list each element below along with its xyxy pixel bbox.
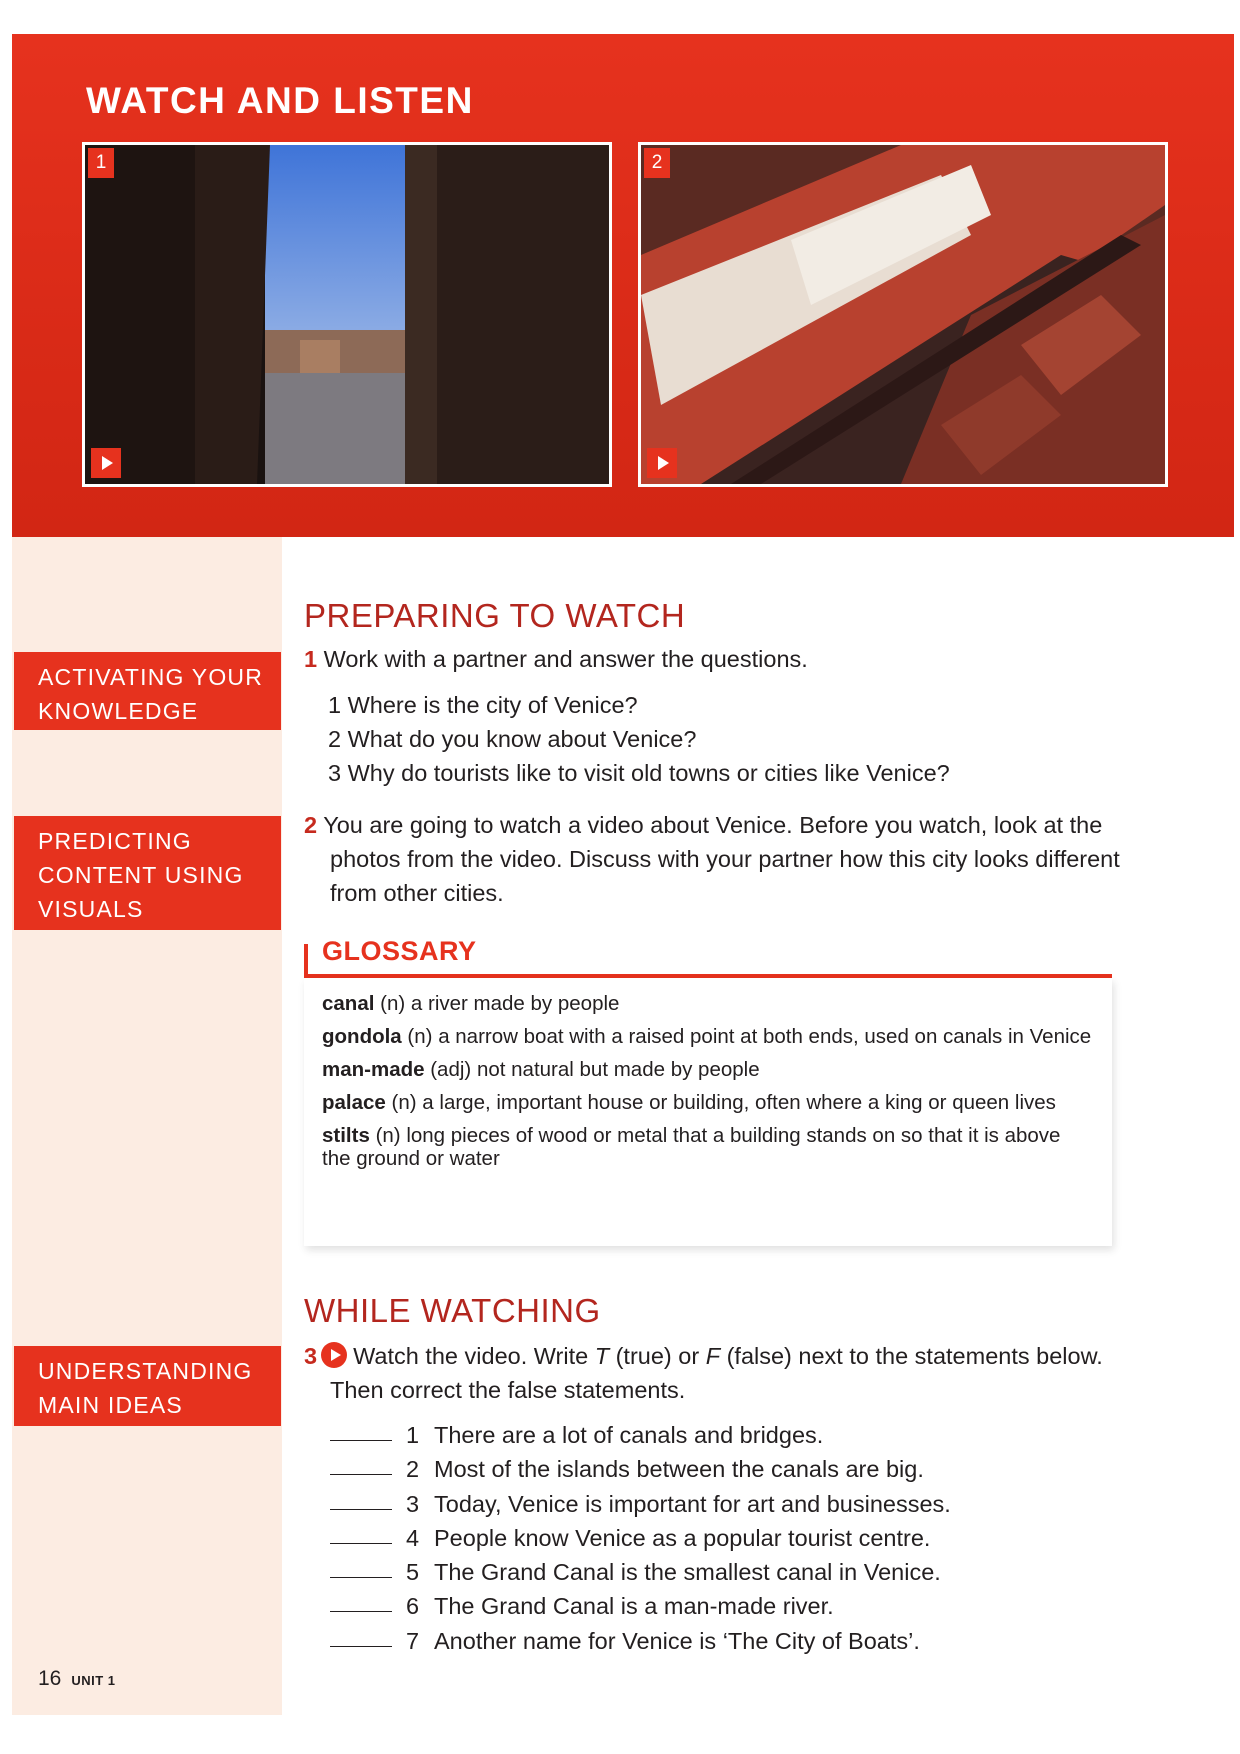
skill-label-predicting-content bbox=[14, 816, 281, 930]
list-item bbox=[330, 1521, 951, 1555]
true-false-list bbox=[330, 1418, 951, 1658]
item-number: 7 bbox=[406, 1627, 420, 1654]
item-text: The Grand Canal is the smallest canal in Venice. bbox=[434, 1559, 941, 1586]
venice-aerial-photo bbox=[641, 145, 1165, 484]
item-text: Why do tourists like to visit old towns or cities like Venice? bbox=[347, 760, 950, 786]
item-number: 1 bbox=[406, 1422, 420, 1448]
play-icon[interactable] bbox=[91, 448, 121, 478]
task-number: 1 bbox=[304, 646, 318, 672]
item-number: 1 bbox=[328, 692, 342, 718]
answer-blank[interactable] bbox=[330, 1440, 392, 1441]
part-of-speech: (n) bbox=[391, 1091, 417, 1114]
glossary-title: GLOSSARY bbox=[322, 936, 477, 966]
video-number: 2 bbox=[644, 148, 670, 178]
list-item bbox=[328, 722, 950, 756]
task-instruction: You are going to watch a video about Venice. Before you watch, look at the photos from the video. Discuss with your partner how this city looks different from other cities. bbox=[323, 812, 1120, 906]
part-of-speech: (n) bbox=[375, 1124, 401, 1147]
part-of-speech: (n) bbox=[407, 1025, 433, 1048]
glossary-entry bbox=[322, 1025, 1094, 1048]
skill-label-activating-knowledge bbox=[14, 652, 281, 730]
answer-blank[interactable] bbox=[330, 1543, 392, 1544]
glossary-accent-bar bbox=[304, 944, 308, 978]
item-number: 5 bbox=[406, 1559, 420, 1586]
page-title: WATCH AND LISTEN bbox=[86, 80, 474, 121]
glossary-entry bbox=[322, 1091, 1094, 1114]
skill-label-understanding-main-ideas bbox=[14, 1346, 281, 1426]
answer-blank[interactable] bbox=[330, 1509, 392, 1510]
item-number: 2 bbox=[406, 1456, 420, 1483]
item-number: 6 bbox=[406, 1593, 420, 1620]
item-text: What do you know about Venice? bbox=[347, 726, 697, 752]
skill-label-line: PREDICTING bbox=[38, 828, 192, 854]
venice-alley-photo bbox=[85, 145, 609, 484]
question-list bbox=[328, 688, 950, 790]
glossary-entry bbox=[322, 1124, 1094, 1170]
list-item bbox=[330, 1418, 951, 1452]
answer-blank[interactable] bbox=[330, 1611, 392, 1612]
task-instruction: (false) next to the statements below. Then correct the false statements. bbox=[330, 1343, 1103, 1403]
glossary-definition: long pieces of wood or metal that a building stands on so that it is above the ground or water bbox=[322, 1124, 1061, 1170]
glossary-word: gondola bbox=[322, 1025, 402, 1048]
answer-blank[interactable] bbox=[330, 1577, 392, 1578]
list-item bbox=[330, 1452, 951, 1486]
skill-label-line: CONTENT USING bbox=[38, 862, 244, 888]
section-heading-preparing: PREPARING TO WATCH bbox=[304, 597, 686, 634]
item-text: Most of the islands between the canals are big. bbox=[434, 1456, 924, 1483]
play-icon[interactable] bbox=[647, 448, 677, 478]
glossary-word: stilts bbox=[322, 1124, 370, 1147]
part-of-speech: (adj) bbox=[430, 1058, 472, 1081]
glossary-entry bbox=[322, 992, 1094, 1015]
skill-label-line: MAIN IDEAS bbox=[38, 1392, 183, 1418]
item-text: Another name for Venice is ‘The City of Boats’. bbox=[434, 1627, 920, 1654]
task-instruction: (true) or bbox=[609, 1343, 706, 1369]
page-number: 16 bbox=[38, 1667, 62, 1690]
task-1 bbox=[304, 642, 1114, 676]
item-text: Today, Venice is important for art and businesses. bbox=[434, 1490, 951, 1517]
item-number: 3 bbox=[406, 1490, 420, 1517]
answer-blank[interactable] bbox=[330, 1474, 392, 1475]
task-2 bbox=[304, 808, 1140, 910]
glossary-word: man-made bbox=[322, 1058, 425, 1081]
glossary-definition: a river made by people bbox=[410, 992, 620, 1015]
glossary-entry bbox=[322, 1058, 1094, 1081]
item-text: There are a lot of canals and bridges. bbox=[434, 1422, 824, 1448]
list-item bbox=[330, 1487, 951, 1521]
task-instruction: Work with a partner and answer the questions. bbox=[323, 646, 808, 672]
list-item bbox=[330, 1555, 951, 1589]
unit-label: UNIT 1 bbox=[71, 1673, 116, 1688]
task-3 bbox=[304, 1339, 1140, 1407]
video-thumbnail-1[interactable] bbox=[82, 142, 612, 487]
item-number: 2 bbox=[328, 726, 342, 752]
task-number: 3 bbox=[304, 1343, 318, 1369]
item-text: Where is the city of Venice? bbox=[347, 692, 638, 718]
glossary-word: canal bbox=[322, 992, 375, 1015]
false-letter: F bbox=[705, 1343, 721, 1369]
skill-label-line: UNDERSTANDING bbox=[38, 1358, 253, 1384]
glossary-definition: a narrow boat with a raised point at both ends, used on canals in Venice bbox=[438, 1025, 1092, 1048]
item-number: 4 bbox=[406, 1524, 420, 1551]
skill-label-line: ACTIVATING YOUR bbox=[38, 664, 264, 690]
video-number: 1 bbox=[88, 148, 114, 178]
item-text: The Grand Canal is a man-made river. bbox=[434, 1593, 834, 1620]
list-item bbox=[328, 756, 950, 790]
section-heading-while-watching: WHILE WATCHING bbox=[304, 1292, 601, 1329]
part-of-speech: (n) bbox=[380, 992, 406, 1015]
task-instruction: Watch the video. Write bbox=[353, 1343, 595, 1369]
list-item bbox=[328, 688, 950, 722]
task-number: 2 bbox=[304, 812, 318, 838]
answer-blank[interactable] bbox=[330, 1646, 392, 1647]
glossary-box bbox=[304, 978, 1112, 1246]
video-play-icon[interactable] bbox=[321, 1342, 347, 1368]
skill-label-line: VISUALS bbox=[38, 896, 144, 922]
skill-label-line: KNOWLEDGE bbox=[38, 698, 199, 724]
item-text: People know Venice as a popular tourist centre. bbox=[434, 1524, 931, 1551]
list-item bbox=[330, 1589, 951, 1623]
list-item bbox=[330, 1624, 951, 1658]
video-thumbnail-2[interactable] bbox=[638, 142, 1168, 487]
glossary-definition: a large, important house or building, often where a king or queen lives bbox=[422, 1091, 1056, 1114]
glossary-word: palace bbox=[322, 1091, 386, 1114]
item-number: 3 bbox=[328, 760, 342, 786]
true-letter: T bbox=[594, 1343, 610, 1369]
glossary-definition: not natural but made by people bbox=[476, 1058, 760, 1081]
page-footer bbox=[38, 1667, 116, 1691]
